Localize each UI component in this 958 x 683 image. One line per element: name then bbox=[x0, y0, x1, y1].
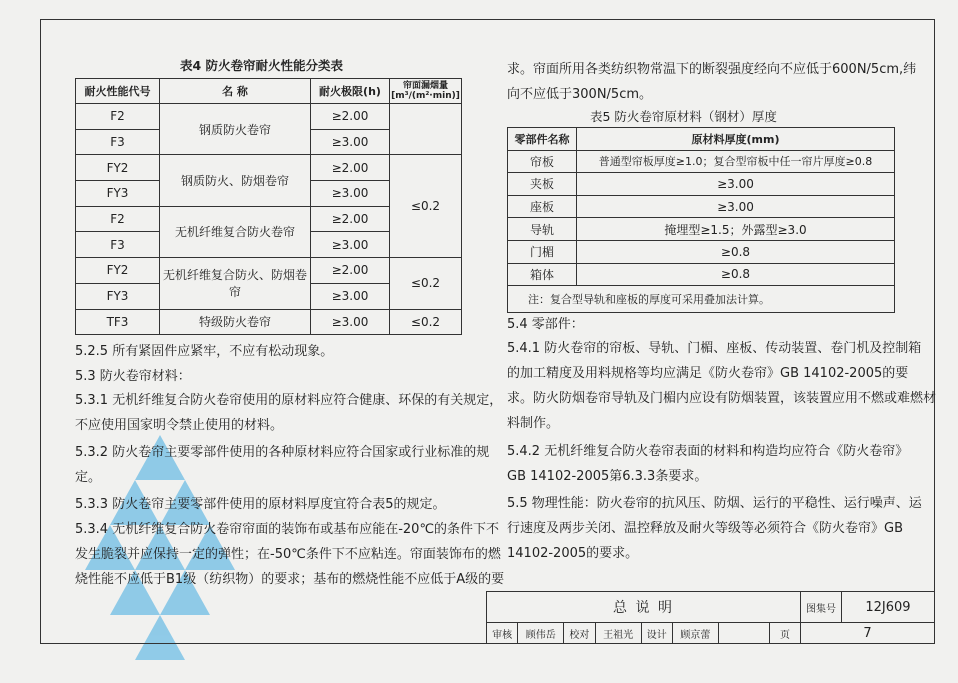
table5-thickness: ≥0.8 bbox=[577, 263, 895, 286]
table4-limit: ≥3.00 bbox=[311, 309, 390, 335]
table5-thickness: 普通型帘板厚度≥1.0；复合型帘板中任一帘片厚度≥0.8 bbox=[577, 150, 895, 173]
table4-header: 名 称 bbox=[160, 79, 311, 104]
table4-limit: ≥2.00 bbox=[311, 104, 390, 130]
para-5-4-1-cont2: 求。防火防烟卷帘导轨及门楣内应设有防烟装置，该装置应用不燃或难燃材 bbox=[507, 391, 937, 406]
para-5-4-1-cont: 的加工精度及用料规格等均应满足《防火卷帘》GB 14102-2005的要 bbox=[507, 366, 909, 381]
para-5-3-4-cont: 发生脆裂并应保持一定的弹性；在-50℃条件下不应粘连。帘面装饰布的燃 bbox=[75, 547, 501, 562]
table4-name: 无机纤维复合防火卷帘 bbox=[160, 206, 311, 257]
table5-header: 原材料厚度(mm) bbox=[577, 128, 895, 151]
para-5-3-4: 5.3.4 无机纤维复合防火卷帘帘面的装饰布或基布应能在-20℃的条件下不 bbox=[75, 522, 500, 537]
table4-header: 耐火极限(h) bbox=[311, 79, 390, 104]
check-label: 校对 bbox=[564, 623, 595, 644]
para-5-4: 5.4 零部件： bbox=[507, 317, 584, 332]
atlas-number: 12J609 bbox=[842, 592, 935, 623]
para-5-4-1-cont3: 料制作。 bbox=[507, 416, 560, 431]
para-right-l2: 向不应低于300N/5cm。 bbox=[507, 87, 652, 102]
table4 bbox=[75, 78, 462, 335]
table4-code: FY3 bbox=[76, 283, 160, 309]
table4-limit: ≥3.00 bbox=[311, 129, 390, 155]
table4-limit: ≥2.00 bbox=[311, 206, 390, 232]
table5-thickness: ≥0.8 bbox=[577, 240, 895, 263]
para-5-3-2: 5.3.2 防火卷帘主要零部件使用的各种原材料应符合国家或行业标准的规 bbox=[75, 445, 490, 460]
table4-code: FY2 bbox=[76, 155, 160, 181]
para-5-4-2: 5.4.2 无机纤维复合防火卷帘表面的材料和构造均应符合《防火卷帘》 bbox=[507, 444, 909, 459]
table4-name: 无机纤维复合防火、防烟卷帘 bbox=[160, 258, 311, 309]
para-5-3: 5.3 防火卷帘材料： bbox=[75, 369, 191, 384]
table4-limit: ≥3.00 bbox=[311, 232, 390, 258]
table5-caption: 表5 防火卷帘原材料（钢材）厚度 bbox=[590, 109, 777, 124]
table5-part: 夹板 bbox=[508, 173, 577, 196]
para-right-l1: 求。帘面所用各类纺织物常温下的断裂强度经向不应低于600N/5cm,纬 bbox=[507, 62, 917, 77]
table4-code: F3 bbox=[76, 232, 160, 258]
para-5-5-cont: 行速度及两步关闭、温控释放及耐火等级等必须符合《防火卷帘》GB bbox=[507, 521, 903, 536]
table5-thickness: 掩埋型≥1.5；外露型≥3.0 bbox=[577, 218, 895, 241]
table4-code: F2 bbox=[76, 104, 160, 130]
para-5-5-cont2: 14102-2005的要求。 bbox=[507, 546, 639, 561]
table4-code: FY2 bbox=[76, 258, 160, 284]
table5-part: 座板 bbox=[508, 195, 577, 218]
para-5-2-5: 5.2.5 所有紧固件应紧牢，不应有松动现象。 bbox=[75, 344, 334, 359]
table4-leak: ≤0.2 bbox=[390, 309, 462, 335]
table5-thickness: ≥3.00 bbox=[577, 195, 895, 218]
table5-note: 注：复合型导轨和座板的厚度可采用叠加法计算。 bbox=[508, 286, 895, 313]
table4-limit: ≥2.00 bbox=[311, 258, 390, 284]
table4-name: 钢质防火卷帘 bbox=[160, 104, 311, 155]
table4-name: 钢质防火、防烟卷帘 bbox=[160, 155, 311, 206]
table4-limit: ≥2.00 bbox=[311, 155, 390, 181]
table5-part: 导轨 bbox=[508, 218, 577, 241]
para-5-3-3: 5.3.3 防火卷帘主要零部件使用的原材料厚度宜符合表5的规定。 bbox=[75, 497, 446, 512]
designer-name: 顾京蕾 bbox=[672, 623, 718, 644]
table4-code: F3 bbox=[76, 129, 160, 155]
review-label: 审核 bbox=[487, 623, 518, 644]
table5 bbox=[507, 127, 895, 313]
para-5-4-2-cont: GB 14102-2005第6.3.3条要求。 bbox=[507, 469, 708, 484]
para-5-3-1-cont: 不应使用国家明令禁止使用的材料。 bbox=[75, 418, 284, 433]
atlas-label: 图集号 bbox=[801, 592, 842, 623]
table4-code: FY3 bbox=[76, 181, 160, 207]
table5-part: 帘板 bbox=[508, 150, 577, 173]
table4-code: TF3 bbox=[76, 309, 160, 335]
table4-leak: ≤0.2 bbox=[390, 258, 462, 309]
table4-code: F2 bbox=[76, 206, 160, 232]
table4-leak bbox=[390, 104, 462, 155]
table5-thickness: ≥3.00 bbox=[577, 173, 895, 196]
table4-caption: 表4 防火卷帘耐火性能分类表 bbox=[180, 58, 344, 73]
table4-name: 特级防火卷帘 bbox=[160, 309, 311, 335]
checker-name: 王祖光 bbox=[595, 623, 641, 644]
table5-part: 箱体 bbox=[508, 263, 577, 286]
reviewer-name: 顾伟岳 bbox=[518, 623, 564, 644]
table4-leak: ≤0.2 bbox=[390, 155, 462, 258]
para-5-3-2-cont: 定。 bbox=[75, 470, 102, 485]
designer-signature bbox=[719, 623, 770, 644]
title-block bbox=[486, 591, 935, 644]
table4-header: 耐火性能代号 bbox=[76, 79, 160, 104]
table4-limit: ≥3.00 bbox=[311, 283, 390, 309]
sheet-title: 总 说 明 bbox=[487, 592, 801, 623]
table5-header: 零部件名称 bbox=[508, 128, 577, 151]
page-label: 页 bbox=[770, 623, 801, 644]
para-5-3-4-cont2: 烧性能不应低于B1级（纺织物）的要求；基布的燃烧性能不应低于A级的要 bbox=[75, 572, 505, 587]
para-5-5: 5.5 物理性能：防火卷帘的抗风压、防烟、运行的平稳性、运行噪声、运 bbox=[507, 496, 922, 511]
page-number: 7 bbox=[801, 623, 935, 644]
design-label: 设计 bbox=[641, 623, 672, 644]
para-5-3-1: 5.3.1 无机纤维复合防火卷帘使用的原材料应符合健康、环保的有关规定， bbox=[75, 393, 503, 408]
table4-limit: ≥3.00 bbox=[311, 181, 390, 207]
table4-header: 帘面漏烟量 [m³/(m²·min)] bbox=[390, 79, 462, 104]
para-5-4-1: 5.4.1 防火卷帘的帘板、导轨、门楣、座板、传动装置、卷门机及控制箱 bbox=[507, 341, 922, 356]
table5-part: 门楣 bbox=[508, 240, 577, 263]
